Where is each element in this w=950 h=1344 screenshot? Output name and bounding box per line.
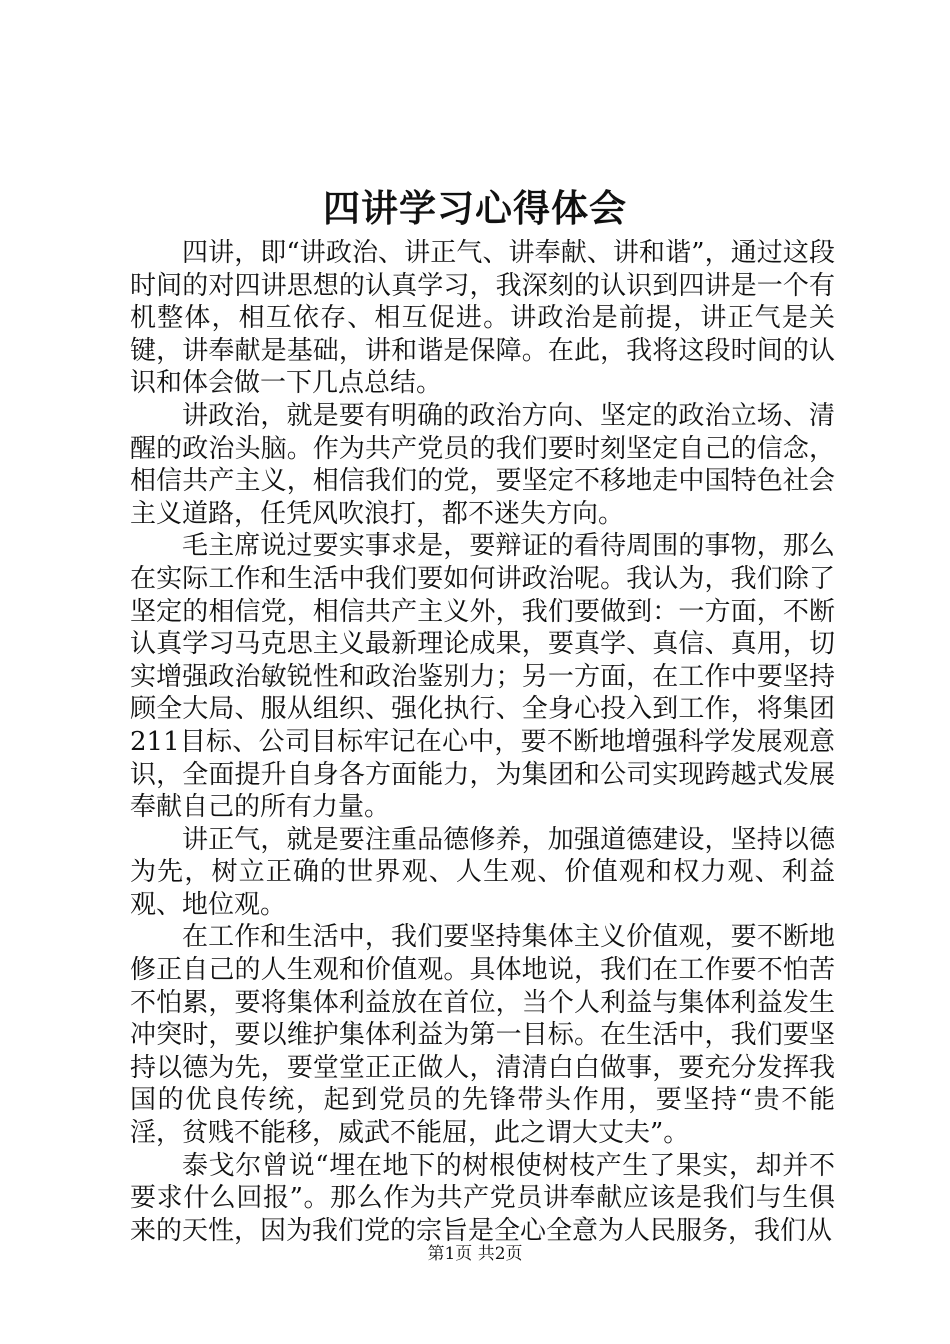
paragraph: 在工作和生活中，我们要坚持集体主义价值观，要不断地修正自己的人生观和价值观。具体地说，我们在工作要不怕苦不怕累，要将集体利益放在首位，当个人利益与集体利益发生冲突时，要以维护集体利益为第一目标。在生活中，我们要坚持以德为先，要堂堂正正做人，清清白白做事，要充分发挥我国的优良传统，起到党员的先锋带头作用，要坚持“贵不能淫，贫贱不能移，威武不能屈，此之谓大丈夫”。 — [130, 922, 835, 1149]
paragraph: 泰戈尔曾说“埋在地下的树根使树枝产生了果实，却并不要求什么回报”。那么作为共产党员讲奉献应该是我们与生俱来的天性，因为我们党的宗旨是全心全意为人民服务，我们从 — [130, 1150, 835, 1246]
paragraph: 讲政治，就是要有明确的政治方向、坚定的政治立场、清醒的政治头脑。作为共产党员的我们要时刻坚定自己的信念，相信共产主义，相信我们的党，要坚定不移地走中国特色社会主义道路，任凭风吹浪打，都不迷失方向。 — [130, 400, 835, 529]
paragraph: 毛主席说过要实事求是，要辩证的看待周围的事物，那么在实际工作和生活中我们要如何讲政治呢。我认为，我们除了坚定的相信党，相信共产主义外，我们要做到：一方面，不断认真学习马克思主义最新理论成果，要真学、真信、真用，切实增强政治敏锐性和政治鉴别力；另一方面，在工作中要坚持顾全大局、服从组织、强化执行、全身心投入到工作，将集团211目标、公司目标牢记在心中，要不断地增强科学发展观意识，全面提升自身各方面能力，为集团和公司实现跨越式发展奉献自己的所有力量。 — [130, 531, 835, 823]
document-title: 四讲学习心得体会 — [323, 186, 627, 230]
paragraph: 四讲，即“讲政治、讲正气、讲奉献、讲和谐”，通过这段时间的对四讲思想的认真学习，我深刻的认识到四讲是一个有机整体，相互依存、相互促进。讲政治是前提，讲正气是关键，讲奉献是基础，讲和谐是保障。在此，我将这段时间的认识和体会做一下几点总结。 — [130, 238, 835, 399]
document-body — [130, 237, 835, 1247]
page-number-footer: 第1页 共2页 — [427, 1244, 523, 1264]
paragraph: 讲正气，就是要注重品德修养，加强道德建设，坚持以德为先，树立正确的世界观、人生观、价值观和权力观、利益观、地位观。 — [130, 824, 835, 920]
